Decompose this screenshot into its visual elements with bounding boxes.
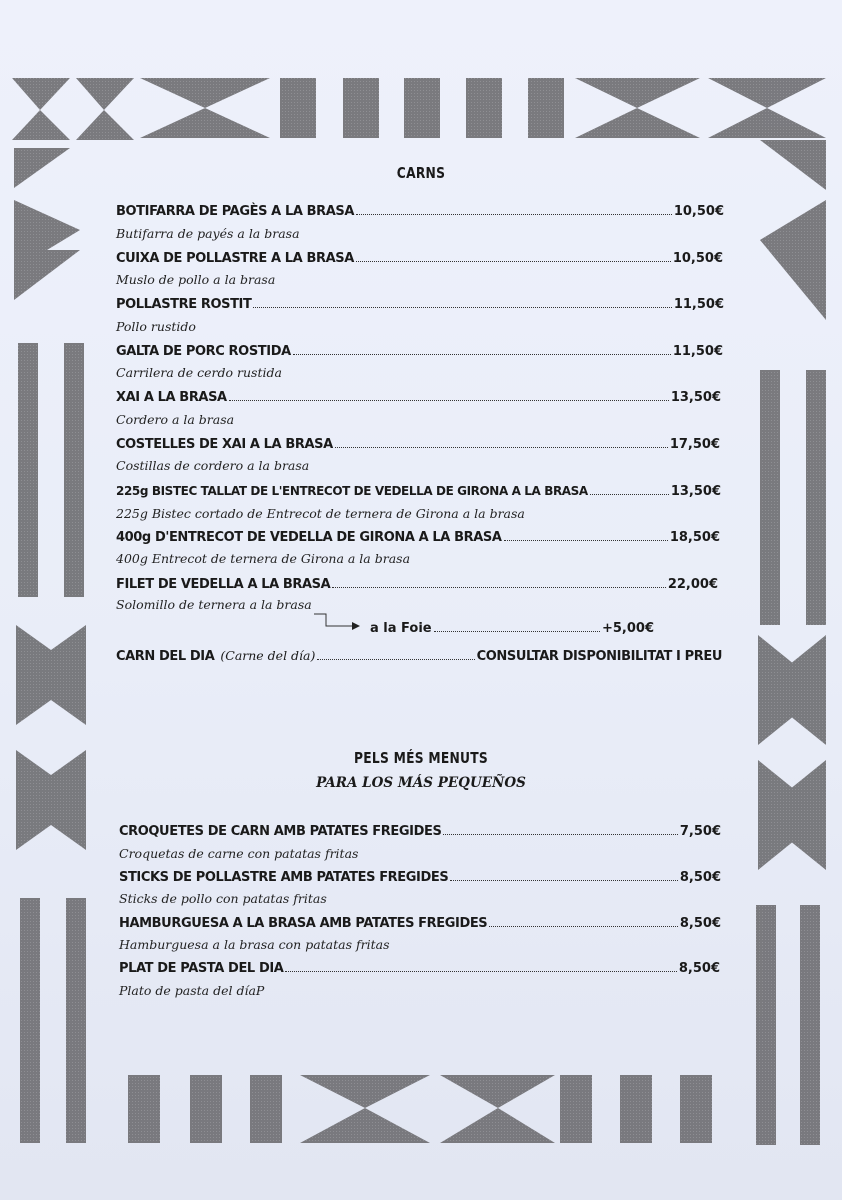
item-price: 18,50€ [669, 530, 720, 545]
special-name: CARN DEL DIA [116, 649, 215, 664]
dot-leader [332, 576, 666, 588]
item-name: PLAT DE PASTA DEL DIA [119, 961, 284, 976]
item-price: 13,50€ [670, 484, 721, 499]
item-description: 225g Bistec cortado de Entrecot de ternera de Girona a la brasa [116, 506, 525, 521]
menu-item [116, 436, 720, 454]
item-price: 22,00€ [667, 577, 718, 592]
item-name: BOTIFARRA DE PAGÈS A LA BRASA [116, 204, 355, 219]
item-price: 11,50€ [673, 297, 724, 312]
menu-item [116, 576, 718, 594]
item-description: Butifarra de payés a la brasa [116, 226, 300, 241]
item-price: 11,50€ [672, 344, 723, 359]
dot-leader [356, 250, 671, 262]
dot-leader [317, 648, 474, 660]
item-name: CROQUETES DE CARN AMB PATATES FREGIDES [119, 824, 442, 839]
item-description: Croquetas de carne con patatas fritas [119, 846, 359, 861]
item-name: 225g BISTEC TALLAT DE L'ENTRECOT DE VEDELLA DE GIRONA A LA BRASA [116, 484, 588, 498]
item-description: Sticks de pollo con patatas fritas [119, 891, 327, 906]
item-description: Cordero a la brasa [116, 412, 235, 427]
special-price: CONSULTAR DISPONIBILITAT I PREU [476, 649, 722, 664]
item-description: Plato de pasta del díaP [119, 983, 265, 998]
menu-item [119, 960, 720, 978]
item-name: FILET DE VEDELLA A LA BRASA [116, 577, 331, 592]
dot-leader [504, 529, 668, 541]
dot-leader [335, 436, 668, 448]
item-name: POLLASTRE ROSTIT [116, 297, 252, 312]
dot-leader [285, 960, 676, 972]
menu-item [116, 250, 723, 268]
menu-item [116, 482, 721, 500]
dot-leader [443, 823, 677, 835]
item-description: Carrilera de cerdo rustida [116, 365, 282, 380]
item-description: Costillas de cordero a la brasa [116, 458, 310, 473]
menu-item [116, 529, 720, 547]
item-price: 10,50€ [672, 251, 723, 266]
menu-item [119, 869, 721, 887]
menu-item [116, 296, 724, 314]
item-name: COSTELLES DE XAI A LA BRASA [116, 437, 333, 452]
extra-price: +5,00€ [601, 621, 654, 636]
menu-item [116, 203, 724, 221]
extra-label: a la Foie [370, 621, 432, 636]
item-description: Hamburguesa a la brasa con patatas fritas [119, 937, 390, 952]
item-name: CUIXA DE POLLASTRE A LA BRASA [116, 251, 354, 266]
item-price: 8,50€ [679, 916, 721, 931]
item-name: HAMBURGUESA A LA BRASA AMB PATATES FREGIDES [119, 916, 488, 931]
dot-leader [253, 296, 671, 308]
dot-leader [293, 343, 671, 355]
item-name: STICKS DE POLLASTRE AMB PATATES FREGIDES [119, 870, 449, 885]
item-price: 10,50€ [673, 204, 724, 219]
special-note: (Carne del día) [220, 648, 316, 663]
menu-item [119, 915, 721, 933]
dot-leader [229, 389, 669, 401]
item-description: Solomillo de ternera a la brasa [116, 597, 312, 612]
dot-leader [489, 915, 678, 927]
item-price: 8,50€ [678, 961, 720, 976]
dot-leader [434, 620, 600, 632]
special-item [116, 647, 722, 665]
item-description: Pollo rustido [116, 319, 196, 334]
menu-item [119, 823, 721, 841]
item-price: 13,50€ [670, 390, 721, 405]
item-name: 400g D'ENTRECOT DE VEDELLA DE GIRONA A LA BRASA [116, 530, 502, 545]
dot-leader [356, 203, 672, 215]
item-description: 400g Entrecot de ternera de Girona a la brasa [116, 551, 411, 566]
item-price: 17,50€ [669, 437, 720, 452]
section-title-carns: CARNS [396, 164, 446, 182]
section-title-kids: PELS MÉS MENUTS [353, 749, 489, 767]
item-description: Muslo de pollo a la brasa [116, 272, 276, 287]
arrow-right-icon [312, 612, 364, 634]
menu-item [116, 389, 721, 407]
item-price: 7,50€ [679, 824, 721, 839]
dot-leader [590, 483, 669, 495]
menu-item [116, 343, 723, 361]
item-name: GALTA DE PORC ROSTIDA [116, 344, 291, 359]
item-price: 8,50€ [679, 870, 721, 885]
item-name: XAI A LA BRASA [116, 390, 227, 405]
foie-extra [370, 620, 654, 638]
dot-leader [450, 869, 678, 881]
section-subtitle-kids: PARA LOS MÁS PEQUEÑOS [316, 775, 526, 791]
